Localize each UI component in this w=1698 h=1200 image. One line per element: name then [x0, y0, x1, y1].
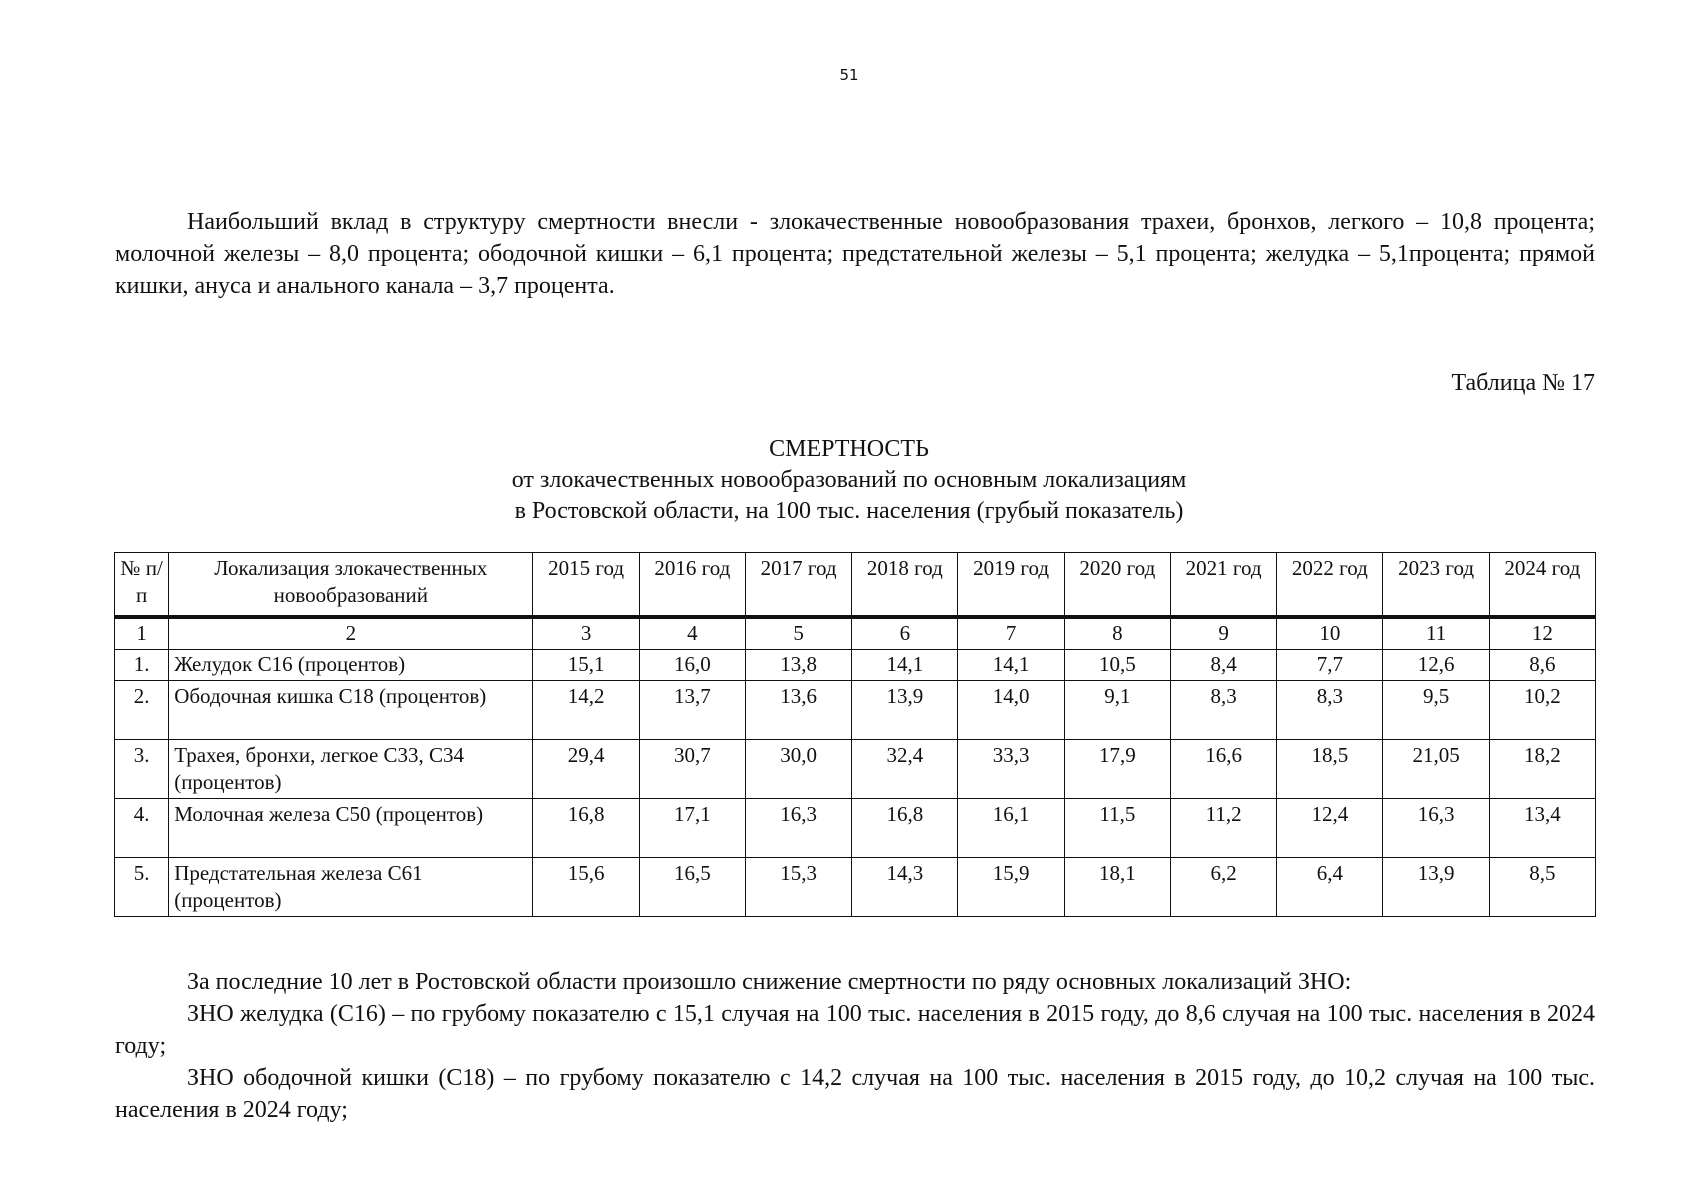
header-year: 2017 год [745, 553, 851, 618]
column-index: 5 [745, 617, 851, 650]
row-value: 21,05 [1383, 740, 1489, 799]
row-number: 2. [115, 681, 169, 740]
header-year: 2024 год [1489, 553, 1595, 618]
row-value: 13,8 [745, 650, 851, 681]
intro-paragraph: Наибольший вклад в структуру смертности внесли - злокачественные новообразования трахеи, бронхов, легкого – 10,8 процента; молочной железы – 8,0 процента; ободочной кишки – 6,1 процента; предстательной железы – 5,1 процента; желудка – 5,1процента; прямой кишки, ануса и анального канала – 3,7 процента. [115, 209, 1595, 299]
row-value: 10,2 [1489, 681, 1595, 740]
header-no: № п/п [115, 553, 169, 618]
row-value: 15,3 [745, 858, 851, 917]
column-index: 6 [852, 617, 958, 650]
table-title-line-1: СМЕРТНОСТЬ [769, 436, 929, 462]
table-row [115, 740, 1596, 799]
row-value: 16,8 [533, 799, 639, 858]
header-year: 2023 год [1383, 553, 1489, 618]
row-number: 1. [115, 650, 169, 681]
row-value: 6,4 [1277, 858, 1383, 917]
row-value: 29,4 [533, 740, 639, 799]
row-value: 15,6 [533, 858, 639, 917]
column-index: 10 [1277, 617, 1383, 650]
table-row [115, 858, 1596, 917]
column-index: 4 [639, 617, 745, 650]
row-value: 8,5 [1489, 858, 1595, 917]
row-value: 8,4 [1170, 650, 1276, 681]
row-localization: Ободочная кишка С18 (процентов) [169, 681, 533, 740]
table-title-line-2: от злокачественных новообразований по основным локализациям [511, 467, 1187, 493]
row-value: 14,2 [533, 681, 639, 740]
column-index: 3 [533, 617, 639, 650]
row-localization: Молочная железа С50 (процентов) [169, 799, 533, 858]
row-localization: Трахея, бронхи, легкое С33, С34 (процентов) [169, 740, 533, 799]
row-value: 11,2 [1170, 799, 1276, 858]
row-value: 10,5 [1064, 650, 1170, 681]
header-year: 2020 год [1064, 553, 1170, 618]
row-value: 13,9 [852, 681, 958, 740]
row-value: 30,7 [639, 740, 745, 799]
table-title-line-3: в Ростовской области, на 100 тыс. населения (грубый показатель) [514, 498, 1184, 524]
row-value: 16,6 [1170, 740, 1276, 799]
table-row [115, 650, 1596, 681]
row-value: 11,5 [1064, 799, 1170, 858]
closing-paragraph: ЗНО ободочной кишки (С18) – по грубому показателю с 14,2 случая на 100 тыс. населения в 2015 году, до 10,2 случая на 100 тыс. населения в 2024 году; [115, 1065, 1595, 1123]
header-year: 2021 год [1170, 553, 1276, 618]
row-value: 16,0 [639, 650, 745, 681]
row-number: 3. [115, 740, 169, 799]
table-row [115, 799, 1596, 858]
row-value: 18,1 [1064, 858, 1170, 917]
column-index: 9 [1170, 617, 1276, 650]
header-year: 2019 год [958, 553, 1064, 618]
row-value: 8,3 [1277, 681, 1383, 740]
column-index: 8 [1064, 617, 1170, 650]
table-row [115, 681, 1596, 740]
row-value: 12,6 [1383, 650, 1489, 681]
row-value: 32,4 [852, 740, 958, 799]
mortality-table [114, 552, 1596, 917]
closing-paragraph: ЗНО желудка (С16) – по грубому показателю с 15,1 случая на 100 тыс. населения в 2015 году, до 8,6 случая на 100 тыс. населения в 2024 году; [115, 1001, 1595, 1059]
row-number: 5. [115, 858, 169, 917]
row-value: 8,6 [1489, 650, 1595, 681]
row-value: 33,3 [958, 740, 1064, 799]
column-index: 12 [1489, 617, 1595, 650]
column-index: 7 [958, 617, 1064, 650]
table-number: Таблица № 17 [1451, 370, 1595, 396]
row-value: 14,0 [958, 681, 1064, 740]
row-value: 16,1 [958, 799, 1064, 858]
row-value: 30,0 [745, 740, 851, 799]
row-value: 16,3 [1383, 799, 1489, 858]
page-number: 51 [839, 66, 859, 84]
row-value: 12,4 [1277, 799, 1383, 858]
row-value: 13,4 [1489, 799, 1595, 858]
row-value: 15,1 [533, 650, 639, 681]
column-index-row [115, 617, 1596, 650]
header-year: 2022 год [1277, 553, 1383, 618]
row-value: 13,7 [639, 681, 745, 740]
column-index: 1 [115, 617, 169, 650]
header-year: 2016 год [639, 553, 745, 618]
row-value: 17,1 [639, 799, 745, 858]
row-value: 9,5 [1383, 681, 1489, 740]
row-value: 7,7 [1277, 650, 1383, 681]
table-header-row [115, 553, 1596, 618]
closing-text [115, 966, 1595, 1126]
row-value: 16,3 [745, 799, 851, 858]
header-year: 2018 год [852, 553, 958, 618]
row-localization: Предстательная железа С61 (процентов) [169, 858, 533, 917]
column-index: 11 [1383, 617, 1489, 650]
row-value: 15,9 [958, 858, 1064, 917]
header-year: 2015 год [533, 553, 639, 618]
row-value: 8,3 [1170, 681, 1276, 740]
row-number: 4. [115, 799, 169, 858]
row-value: 13,9 [1383, 858, 1489, 917]
closing-paragraph: За последние 10 лет в Ростовской области произошло снижение смертности по ряду основных локализаций ЗНО: [187, 969, 1352, 995]
column-index: 2 [169, 617, 533, 650]
row-value: 16,8 [852, 799, 958, 858]
row-value: 14,3 [852, 858, 958, 917]
row-value: 16,5 [639, 858, 745, 917]
row-value: 14,1 [958, 650, 1064, 681]
row-value: 6,2 [1170, 858, 1276, 917]
row-localization: Желудок С16 (процентов) [169, 650, 533, 681]
row-value: 17,9 [1064, 740, 1170, 799]
row-value: 9,1 [1064, 681, 1170, 740]
header-localization: Локализация злокачественных новообразований [169, 553, 533, 618]
row-value: 18,2 [1489, 740, 1595, 799]
row-value: 18,5 [1277, 740, 1383, 799]
row-value: 13,6 [745, 681, 851, 740]
row-value: 14,1 [852, 650, 958, 681]
table-title [0, 434, 1698, 527]
